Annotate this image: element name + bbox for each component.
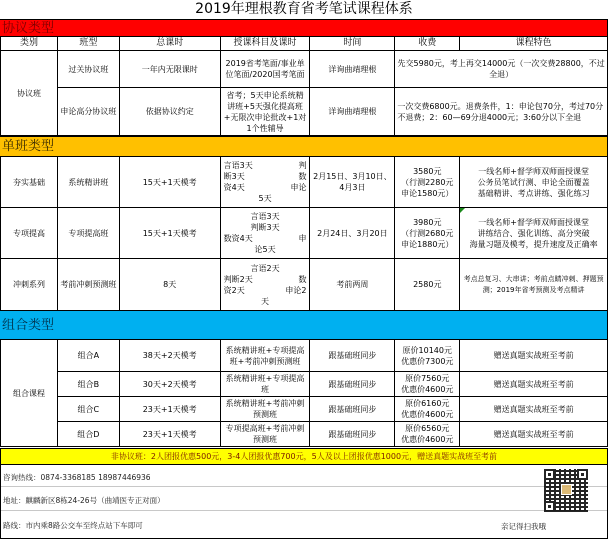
subject-text: 言语3天: [223, 161, 253, 170]
hours-cell: 8天: [119, 259, 220, 311]
features-cell: 赠送真题实战班至考前: [460, 397, 608, 422]
fee-detail: （行测2680元: [401, 228, 454, 238]
time-cell: 跟基础班同步: [310, 340, 395, 372]
fee-cell: [395, 422, 460, 447]
features-cell: [460, 259, 608, 311]
subjects-cell: 系统精讲班+专项提高班+考前冲刺预测班: [220, 340, 310, 372]
fee-cell: 2580元: [395, 259, 460, 311]
comment-marker-icon: [460, 208, 465, 213]
route-text: 路线：市内乘8路公交车至终点站下车即可: [3, 521, 143, 530]
class-type-cell: 组合B: [57, 372, 119, 397]
feature-line: 测；2019年省考预测及考点精讲: [482, 285, 585, 294]
category-cell: 组合课程: [1, 340, 58, 447]
fee-total: 3580元: [413, 166, 442, 176]
page-title: 2019年理根教育省考笔试课程体系: [195, 1, 413, 17]
header-fee: 收费: [395, 37, 460, 51]
table-header-row: [1, 37, 608, 51]
feature-line: 公务员笔试行测、申论全面覆盖: [477, 177, 590, 187]
table-row: [1, 397, 608, 422]
subject-text: 申论: [290, 183, 307, 192]
qr-caption: 亲记得扫我哦: [501, 522, 546, 531]
subjects-cell: 系统精讲班+考前冲刺预测班: [220, 397, 310, 422]
discount-price: 优惠价7300元: [401, 356, 454, 366]
subjects-cell: [220, 259, 310, 311]
class-type-cell: 过关协议班: [57, 51, 119, 88]
fee-cell: [395, 157, 460, 208]
header-features: 课程特色: [460, 37, 608, 51]
time-cell: 2月15日、3月10日、4月3日: [310, 157, 395, 208]
class-type-cell: 专项提高班: [57, 208, 119, 259]
hours-cell: 30天+2天模考: [119, 372, 220, 397]
table-row: [1, 157, 608, 208]
class-type-cell: 组合D: [57, 422, 119, 447]
table-row: [1, 208, 608, 259]
class-type-cell: 申论高分协议班: [57, 88, 119, 136]
combo-table: [0, 339, 608, 447]
header-class-type: 班型: [57, 37, 119, 51]
subject-text: 数: [298, 274, 307, 284]
fee-detail: 申论1580元）: [401, 188, 454, 198]
feature-line: 考点总复习、大串讲；考前点睛冲刺、押题预: [463, 274, 604, 283]
original-price: 原价6160元: [405, 399, 450, 408]
fee-detail: 申论1880元）: [401, 239, 454, 249]
time-cell: 考前两周: [310, 259, 395, 311]
discount-price: 优惠价4600元: [401, 435, 454, 444]
fee-cell: [395, 340, 460, 372]
time-cell: 详询曲靖理根: [310, 51, 395, 88]
fee-total: 3980元: [413, 217, 442, 227]
hours-cell: 38天+2天模考: [119, 340, 220, 372]
subjects-cell: [220, 208, 310, 259]
features-cell: 赠送真题实战班至考前: [460, 372, 608, 397]
subjects-cell: 2019省考笔面/事业单位笔面/2020国考笔面: [220, 51, 310, 88]
header-subjects: 授课科目及课时: [220, 37, 310, 51]
fee-cell: 先交5980元，考上再交14000元（一次交费28800，不过全退）: [395, 51, 608, 88]
subject-text: 申: [298, 234, 307, 243]
address-text: 地址：麒麟新区8栋24-26号（曲靖医专正对面）: [3, 496, 165, 505]
class-type-cell: 组合C: [57, 397, 119, 422]
category-cell: 冲刺系列: [1, 259, 58, 311]
time-cell: 详询曲靖理根: [310, 88, 395, 136]
qr-finder-icon: [544, 501, 555, 512]
category-cell: 夯实基础: [1, 157, 58, 208]
subject-text: 天: [261, 296, 270, 306]
header-hours: 总课时: [119, 37, 220, 51]
divider: [1, 486, 607, 487]
hotline-text: 咨询热线：0874-3368185 18987446936: [3, 473, 151, 482]
section-single-header: 单班类型: [0, 136, 608, 157]
features-cell: [460, 208, 608, 259]
feature-line: 海量习题及模考，提升速度及正确率: [469, 239, 598, 249]
table-row: [1, 340, 608, 372]
table-row: [1, 88, 608, 136]
table-row: [1, 51, 608, 88]
qr-code-icon: [544, 469, 588, 512]
discount-price: 优惠价4600元: [401, 410, 454, 419]
subject-text: 断3天: [223, 172, 245, 181]
single-table: [0, 156, 608, 311]
time-cell: 跟基础班同步: [310, 422, 395, 447]
table-row: [1, 259, 608, 311]
subjects-cell: 省考；5天申论系统精讲班+5天强化提高班+无限次申论批改+1对1个性辅导: [220, 88, 310, 136]
subject-text: 数资4天: [223, 234, 253, 243]
table-row: [1, 372, 608, 397]
subject-text: 资2天: [223, 285, 245, 295]
hours-cell: 依据协议约定: [119, 88, 220, 136]
fee-cell: [395, 208, 460, 259]
subjects-cell: 系统精讲班+专项提高班: [220, 372, 310, 397]
time-cell: 2月24日、3月20日: [310, 208, 395, 259]
agreement-table: [0, 36, 608, 136]
class-type-cell: 系统精讲班: [57, 157, 119, 208]
features-cell: [460, 157, 608, 208]
fee-detail: （行测2280元: [401, 177, 454, 187]
subject-text: 判断2天: [223, 274, 253, 284]
category-cell: 专项提高: [1, 208, 58, 259]
hours-cell: 一年内无限课时: [119, 51, 220, 88]
hours-cell: 23天+1天模考: [119, 397, 220, 422]
subjects-cell: [220, 157, 310, 208]
subject-text: 判断3天: [250, 223, 280, 232]
subject-text: 判: [298, 161, 307, 170]
original-price: 原价6560元: [405, 424, 450, 433]
features-cell: 赠送真题实战班至考前: [460, 422, 608, 447]
subject-text: 论5天: [254, 245, 276, 254]
time-cell: 跟基础班同步: [310, 397, 395, 422]
header-category: 类别: [1, 37, 58, 51]
feature-line: 基础精讲、考点讲练、强化练习: [477, 188, 590, 198]
qr-logo-icon: [561, 484, 572, 495]
group-discount-notice: 非协议班：2人团报优惠500元，3-4人团报优惠700元，5人及以上团报优惠1000元，赠送真题实战班至考前: [0, 448, 608, 465]
fee-cell: 一次交费6800元。退费条件，1：申论包70分，考过70分不退费；2：60—69分退4000元；3:60分以下全退: [395, 88, 608, 136]
divider: [1, 510, 607, 511]
category-cell: 协议班: [1, 51, 58, 136]
class-type-cell: 组合A: [57, 340, 119, 372]
features-cell: 赠送真题实战班至考前: [460, 340, 608, 372]
fee-cell: [395, 397, 460, 422]
contact-footer: [0, 465, 608, 539]
feature-line: 一线名师+督学师双师面授课堂: [478, 166, 589, 176]
hours-cell: 23天+1天模考: [119, 422, 220, 447]
subject-text: 数: [298, 172, 307, 181]
table-row: [1, 422, 608, 447]
subject-text: 言语2天: [250, 263, 280, 273]
subjects-cell: 专项提高班+考前冲刺预测班: [220, 422, 310, 447]
hours-cell: 15天+1天模考: [119, 157, 220, 208]
section-combo-header: 组合类型: [0, 310, 608, 340]
subject-text: 申论2: [285, 285, 307, 295]
subject-text: 言语3天: [250, 212, 280, 221]
time-cell: 跟基础班同步: [310, 372, 395, 397]
subject-text: 资4天: [223, 183, 245, 192]
fee-cell: [395, 372, 460, 397]
feature-line: 讲练结合、强化训练、高分突破: [477, 228, 590, 238]
subject-text: 5天: [258, 194, 272, 203]
qr-finder-icon: [577, 469, 588, 480]
qr-finder-icon: [544, 469, 555, 480]
class-type-cell: 考前冲刺预测班: [57, 259, 119, 311]
feature-line: 一线名师+督学师双师面授课堂: [478, 217, 589, 227]
section-agreement-header: 协议类型: [0, 19, 608, 37]
hours-cell: 15天+1天模考: [119, 208, 220, 259]
header-time: 时间: [310, 37, 395, 51]
original-price: 原价10140元: [402, 345, 452, 355]
discount-price: 优惠价4600元: [401, 385, 454, 394]
original-price: 原价7560元: [405, 374, 450, 383]
